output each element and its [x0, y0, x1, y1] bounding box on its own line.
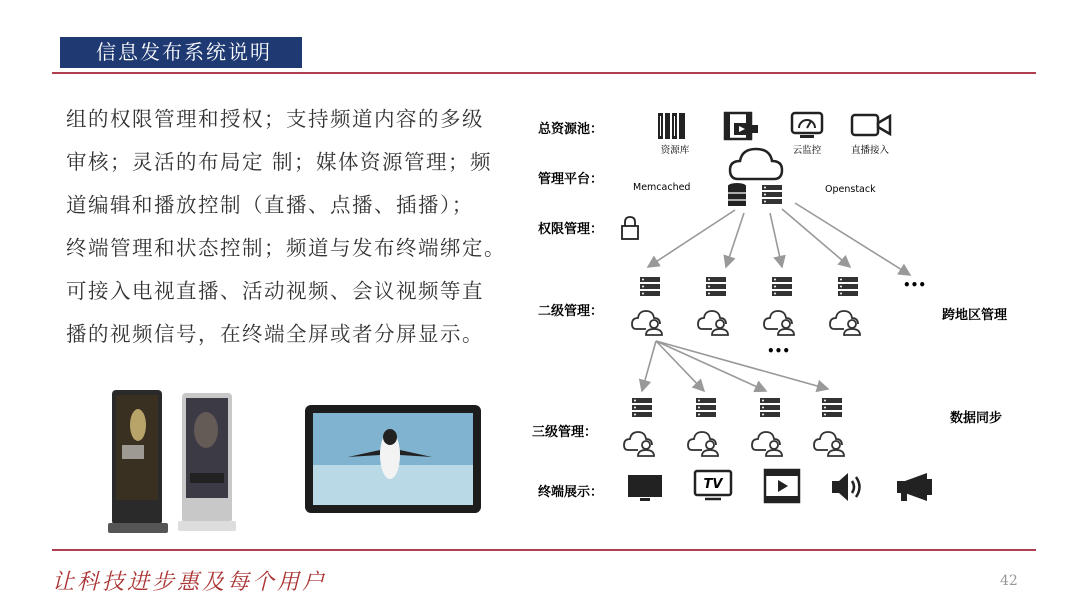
film-icon — [725, 113, 758, 139]
cloud-monitor-label: 云监控 — [792, 145, 822, 156]
second-level-server-icon — [838, 277, 858, 296]
camera-icon — [852, 115, 890, 135]
third-level-server-icon — [696, 398, 716, 417]
monitor-icon — [792, 113, 822, 138]
label-terminal: 终端展示： — [538, 485, 604, 500]
video-play-icon — [765, 470, 799, 502]
product-images — [100, 385, 500, 540]
second-level-server-icon — [706, 277, 726, 296]
label-permission: 权限管理： — [538, 222, 604, 237]
label-resource-pool: 总资源池： — [538, 122, 604, 137]
speaker-icon — [832, 473, 860, 501]
text-line: 可接入电视直播、活动视频、会议视频等直 — [66, 279, 484, 303]
text-line: 播的视频信号，在终端全屏或者分屏显示。 — [66, 322, 484, 346]
ellipsis-middle: ••• — [767, 344, 791, 358]
label-second-level: 二级管理： — [538, 304, 604, 319]
third-level-server-icon — [760, 398, 780, 417]
platform-arrows — [648, 203, 910, 275]
ellipsis-right: ••• — [903, 278, 927, 292]
kiosk-image-1 — [108, 390, 168, 533]
label-third-level: 三级管理： — [532, 425, 598, 440]
cross-region-label: 跨地区管理 — [942, 308, 1008, 323]
third-level-nodes — [624, 398, 844, 456]
third-level-server-icon — [632, 398, 652, 417]
page-number: 42 — [1000, 573, 1018, 589]
slide-title: 信息发布系统说明 — [60, 37, 302, 68]
text-line: 审核；灵活的布局定 制；媒体资源管理；频 — [66, 150, 493, 174]
kiosk-image-2 — [178, 393, 236, 531]
database-icon — [728, 183, 746, 206]
third-level-cloud-user-icon — [814, 432, 844, 456]
tv-screen-icon — [628, 475, 662, 501]
live-access-label: 直播接入 — [850, 145, 890, 156]
text-line: 道编辑和播放控制（直播、点播、插播）； — [66, 193, 474, 217]
second-level-cloud-user-icon — [764, 311, 794, 335]
tv-text: TV — [703, 477, 723, 492]
third-level-cloud-user-icon — [752, 432, 782, 456]
second-level-cloud-user-icon — [632, 311, 662, 335]
openstack-label: Openstack — [825, 184, 876, 195]
text-line: 终端管理和状态控制；频道与发布终端绑定。 — [66, 236, 506, 260]
third-level-cloud-user-icon — [624, 432, 654, 456]
second-level-cloud-user-icon — [830, 311, 860, 335]
resource-library-label: 资源库 — [660, 145, 690, 156]
megaphone-icon — [897, 473, 932, 501]
footer-slogan: 让科技进步惠及每个用户 — [52, 570, 328, 595]
third-level-server-icon — [822, 398, 842, 417]
header-divider — [52, 72, 1036, 74]
memcached-label: Memcached — [633, 182, 691, 193]
third-level-cloud-user-icon — [688, 432, 718, 456]
third-level-arrows — [642, 341, 828, 391]
library-icon — [658, 113, 685, 139]
display-screen-image — [305, 405, 481, 513]
description-text — [66, 98, 536, 356]
architecture-diagram — [520, 95, 1060, 515]
label-management-platform: 管理平台： — [538, 172, 604, 187]
platform-server-icon — [762, 185, 782, 204]
second-level-cloud-user-icon — [698, 311, 728, 335]
cloud-icon — [730, 149, 782, 179]
second-level-server-icon — [772, 277, 792, 296]
data-sync-label: 数据同步 — [950, 411, 1003, 426]
lock-icon — [622, 217, 638, 239]
footer-divider — [52, 549, 1036, 551]
tv-icon — [695, 471, 731, 499]
second-level-nodes — [632, 277, 860, 335]
second-level-server-icon — [640, 277, 660, 296]
text-line: 组的权限管理和授权；支持频道内容的多级 — [66, 107, 484, 131]
